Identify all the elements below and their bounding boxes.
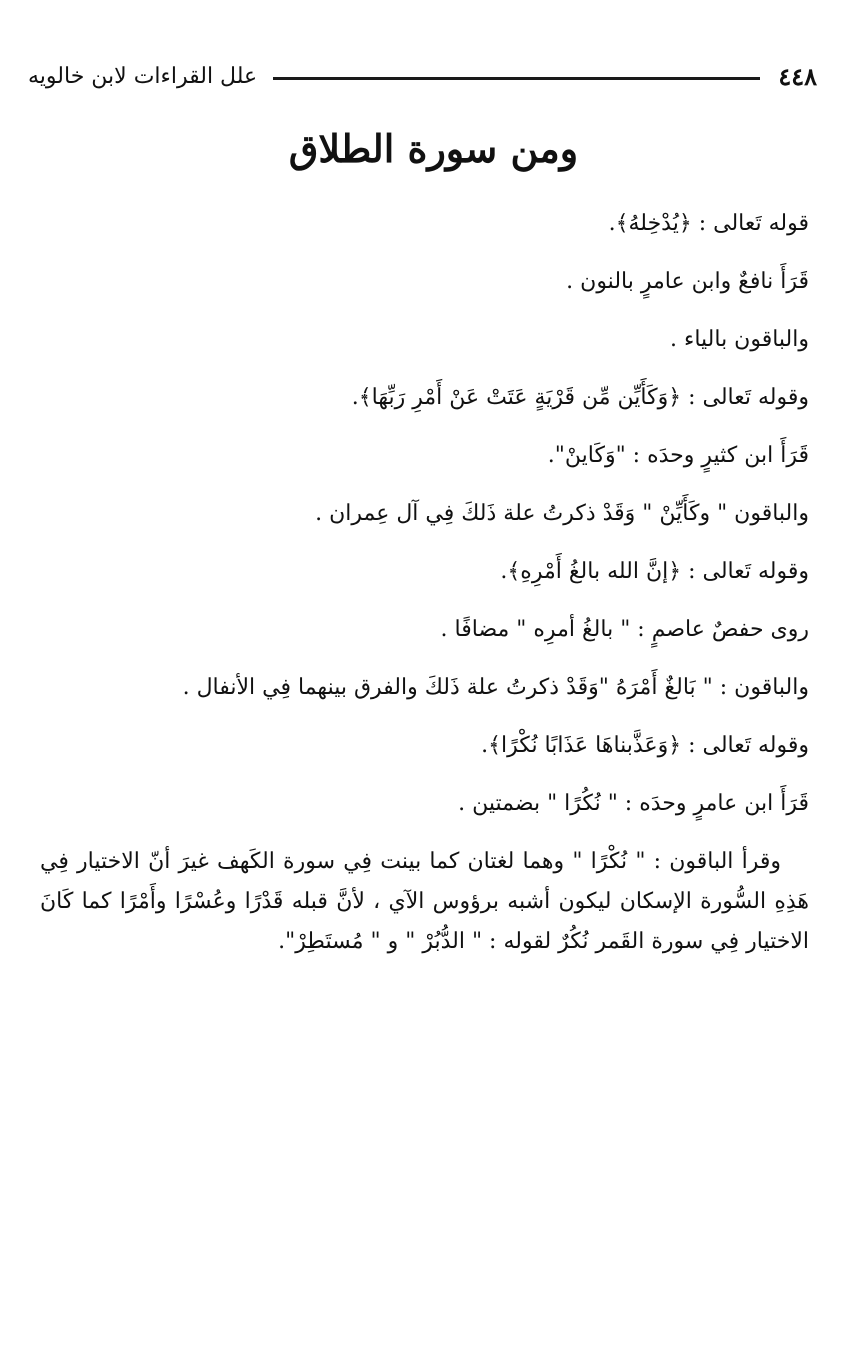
text-line: وقوله تَعالى : ﴿وَعَذَّبناهَا عَذَابًا نُكْرًا﴾. [481,733,809,758]
text-line: وقوله تَعالى : ﴿وَكَأَيِّن مِّن قَرْيَةٍ عَتَتْ عَنْ أَمْرِ رَبِّهَا﴾. [351,385,809,410]
text-line: قَرَأَ ابن كثيرٍ وحدَه : "وَكَاينْ". [547,443,809,468]
final-paragraph: وقرأ الباقون : " نُكْرًا " وهما لغتان كما بينت فِي سورة الكَهف غيرَ أنّ الاختيار فِي هَذِهِ السُّورة الإسكان ليكون أشبه برؤوس الآي ، لأنَّ قبله قَدْرًا وعُسْرًا وأَمْرًا كما كَانَ الاختيار فِي سورة القَمر نُكُرٌ لقوله : " الدُّبُرْ " و " مُستَطِرْ". [40,849,809,954]
body-text [40,202,809,984]
text-line: والباقون " وكَأَيِّنْ " وَقَدْ ذكرتُ علة ذَلكَ فِي آل عِمران . [315,501,809,526]
page-header [28,54,817,98]
text-line: والباقون : " بَالغٌ أَمْرَهُ "وَقَدْ ذكرتُ علة ذَلكَ والفرق بينهما فِي الأنفال . [182,675,809,700]
text-line: قَرَأَ ابن عامرٍ وحدَه : " نُكُرًا " بضمتين . [458,791,809,816]
surah-title: ومن سورة الطلاق [288,126,579,171]
text-line: روى حفصٌ عاصمٍ : " بالغُ أمرِه " مضافًا . [440,617,809,642]
header-rule [273,77,760,80]
text-line: والباقون بالياء . [669,327,809,352]
text-line: قوله تَعالى : ﴿يُدْخِلهُ﴾. [608,211,809,236]
text-line: قَرَأَ نافعٌ وابن عامرٍ بالنون . [566,269,809,294]
page-number: ٤٤٨ [778,61,817,91]
text-line: وقوله تَعالى : ﴿إنَّ الله بالغُ أَمْرِهِ﴾. [500,559,809,584]
running-title: علل القراءات لابن خالويه [28,63,258,89]
